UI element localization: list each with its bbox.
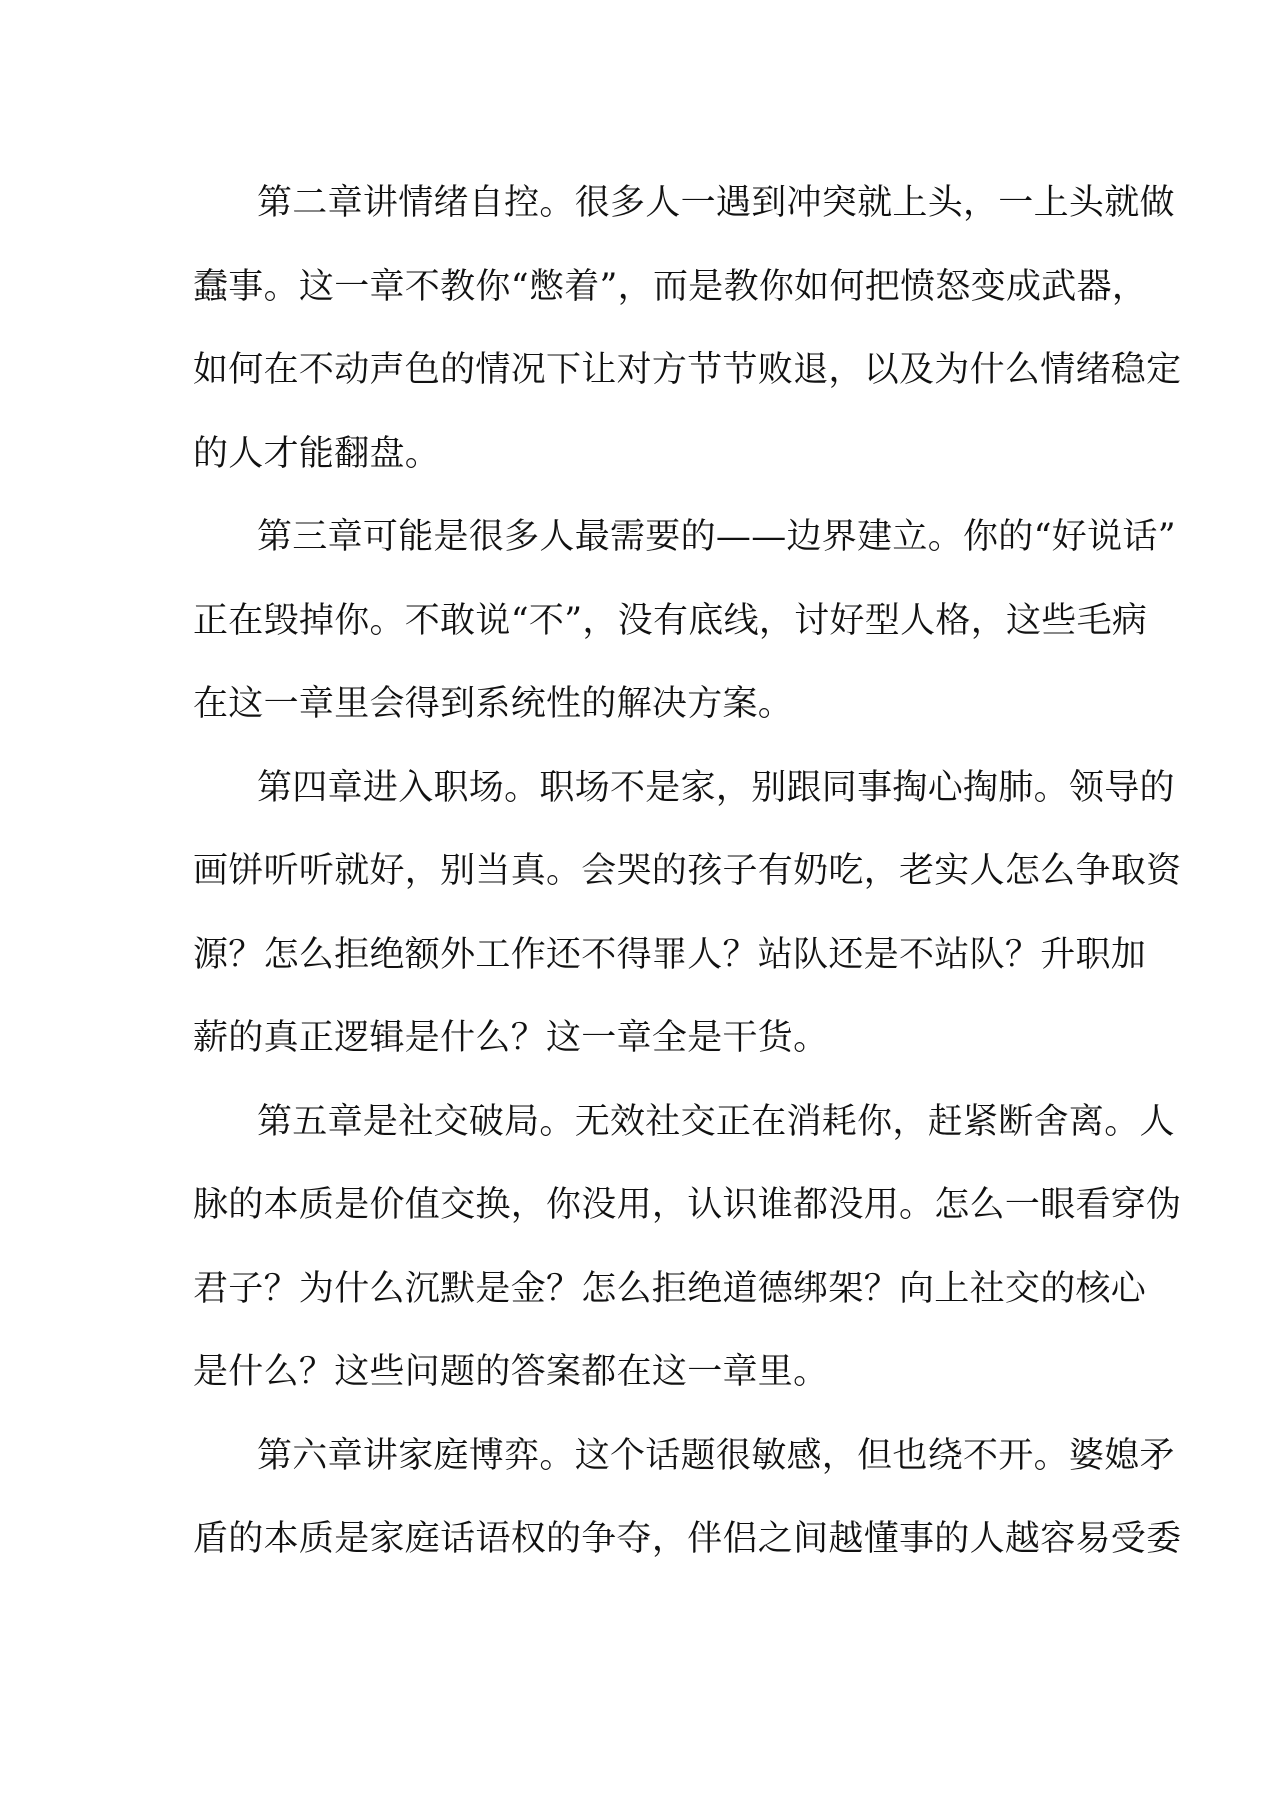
- paragraph-line: 画饼听听就好，别当真。会哭的孩子有奶吃，老实人怎么争取资: [193, 851, 1182, 891]
- paragraph-line: 在这一章里会得到系统性的解决方案。: [193, 684, 794, 724]
- paragraph-line: 如何在不动声色的情况下让对方节节败退，以及为什么情绪稳定: [193, 350, 1182, 390]
- paragraph-line: 第二章讲情绪自控。很多人一遇到冲突就上头，一上头就做: [257, 183, 1175, 223]
- paragraph-line: 第五章是社交破局。无效社交正在消耗你，赶紧断舍离。人: [257, 1101, 1175, 1142]
- paragraph-line: 正在毁掉你。不敢说“不”，没有底线，讨好型人格，这些毛病: [193, 600, 1148, 641]
- paragraph-line: 源？怎么拒绝额外工作还不得罪人？站队还是不站队？升职加: [193, 934, 1147, 975]
- paragraph-line: 蠢事。这一章不教你“憋着”，而是教你如何把愤怒变成武器，: [193, 266, 1148, 307]
- paragraph-line: 的人才能翻盘。: [193, 433, 441, 474]
- paragraph-line: 第四章进入职场。职场不是家，别跟同事掏心掏肺。领导的: [257, 767, 1175, 808]
- paragraph-line: 君子？为什么沉默是金？怎么拒绝道德绑架？向上社交的核心: [193, 1268, 1147, 1309]
- paragraph-line: 第六章讲家庭博弈。这个话题很敏感，但也绕不开。婆媳矛: [257, 1435, 1175, 1476]
- paragraph-chapter-5: [193, 1081, 1182, 1415]
- paragraph-chapter-6: [193, 1415, 1182, 1582]
- paragraph-line: 第三章可能是很多人最需要的——边界建立。你的“好说话”: [257, 517, 1176, 557]
- paragraph-chapter-2: [193, 162, 1182, 496]
- paragraph-line: 薪的真正逻辑是什么？这一章全是干货。: [193, 1018, 829, 1058]
- paragraph-line: 是什么？这些问题的答案都在这一章里。: [193, 1352, 829, 1392]
- paragraph-chapter-3: [193, 496, 1176, 747]
- paragraph-line: 盾的本质是家庭话语权的争夺，伴侣之间越懂事的人越容易受委: [193, 1519, 1182, 1559]
- body-text: [193, 162, 1182, 1582]
- paragraph-chapter-4: [193, 747, 1182, 1081]
- paragraph-line: 脉的本质是价值交换，你没用，认识谁都没用。怎么一眼看穿伪: [193, 1185, 1182, 1225]
